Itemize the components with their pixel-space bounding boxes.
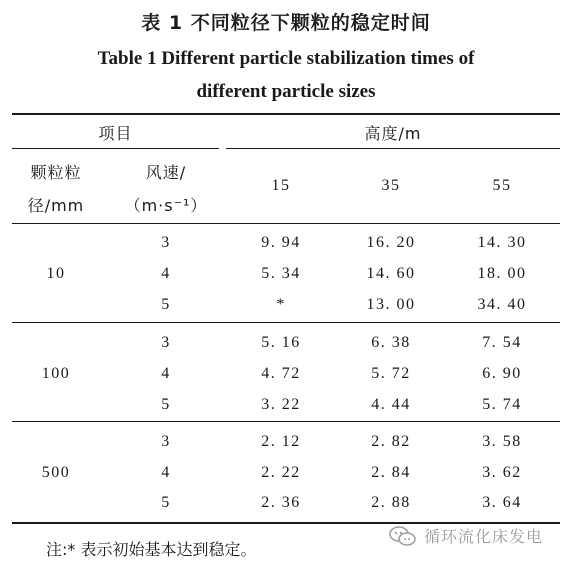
wechat-icon: [388, 525, 418, 547]
wind-cell: 5: [161, 296, 171, 313]
height-underline: [226, 148, 560, 149]
header-wind-speed-2: （m·s⁻¹）: [124, 196, 208, 215]
value-cell: 5. 74: [482, 396, 522, 413]
value-cell: 18. 00: [477, 265, 527, 282]
table-title-chinese: 表 1 不同粒径下颗粒的稳定时间: [141, 12, 431, 34]
size-500: 500: [41, 464, 71, 481]
header-height: 高度/m: [364, 124, 422, 143]
value-cell: 2. 12: [261, 433, 301, 450]
wind-cell: 3: [161, 433, 171, 450]
table-row: [0, 396, 572, 422]
watermark: [388, 524, 543, 547]
value-cell: 5. 16: [261, 334, 301, 351]
table-title-english: [40, 42, 532, 108]
watermark-text: 循环流化床发电: [424, 527, 544, 546]
value-cell: 2. 88: [371, 494, 411, 511]
wind-cell: 4: [161, 265, 171, 282]
group-rule-1: [12, 322, 560, 323]
value-cell: 14. 60: [366, 265, 416, 282]
wind-cell: 4: [161, 365, 171, 382]
value-cell: 13. 00: [366, 296, 416, 313]
value-cell: 14. 30: [477, 234, 527, 251]
header-rule: [12, 223, 560, 224]
value-cell: 4. 44: [371, 396, 411, 413]
header-particle-size-1: 颗粒粒: [30, 163, 82, 182]
value-cell: 9. 94: [261, 234, 301, 251]
table-row: [0, 334, 572, 360]
value-cell: 6. 90: [482, 365, 522, 382]
value-cell: 6. 38: [371, 334, 411, 351]
wind-cell: 5: [161, 396, 171, 413]
wind-cell: 3: [161, 334, 171, 351]
table-title-english-line1: Table 1 Different particle stabilization times of: [97, 48, 475, 69]
value-cell: 3. 22: [261, 396, 301, 413]
size-100: 100: [41, 365, 71, 382]
value-cell: 4. 72: [261, 365, 301, 382]
table-row: [0, 365, 572, 391]
header-item: 项目: [98, 124, 133, 143]
header-height-55: 55: [492, 177, 512, 194]
top-rule: [12, 113, 560, 115]
table-row: [0, 494, 572, 520]
wind-cell: 3: [161, 234, 171, 251]
size-10: 10: [46, 265, 66, 282]
header-wind-speed-1: 风速/: [145, 163, 187, 182]
value-cell: 2. 84: [371, 464, 411, 481]
value-cell: 2. 36: [261, 494, 301, 511]
table-title-english-line2: different particle sizes: [196, 81, 376, 102]
value-cell: 5. 34: [261, 265, 301, 282]
value-cell: 2. 82: [371, 433, 411, 450]
value-cell: 3. 58: [482, 433, 522, 450]
value-cell: 5. 72: [371, 365, 411, 382]
table-row: [0, 265, 572, 291]
value-cell: 2. 22: [261, 464, 301, 481]
wind-cell: 5: [161, 494, 171, 511]
table-row: [0, 433, 572, 459]
footnote: 注:* 表示初始基本达到稳定。: [46, 540, 257, 559]
wind-cell: 4: [161, 464, 171, 481]
header-height-35: 35: [381, 177, 401, 194]
value-cell: 34. 40: [477, 296, 527, 313]
value-cell: *: [276, 296, 286, 313]
table-row: [0, 234, 572, 260]
header-height-15: 15: [271, 177, 291, 194]
value-cell: 7. 54: [482, 334, 522, 351]
table-row: [0, 296, 572, 322]
table-row: [0, 464, 572, 490]
value-cell: 3. 62: [482, 464, 522, 481]
header-particle-size-2: 径/mm: [27, 196, 85, 215]
item-underline: [12, 148, 219, 149]
value-cell: 16. 20: [366, 234, 416, 251]
value-cell: 3. 64: [482, 494, 522, 511]
